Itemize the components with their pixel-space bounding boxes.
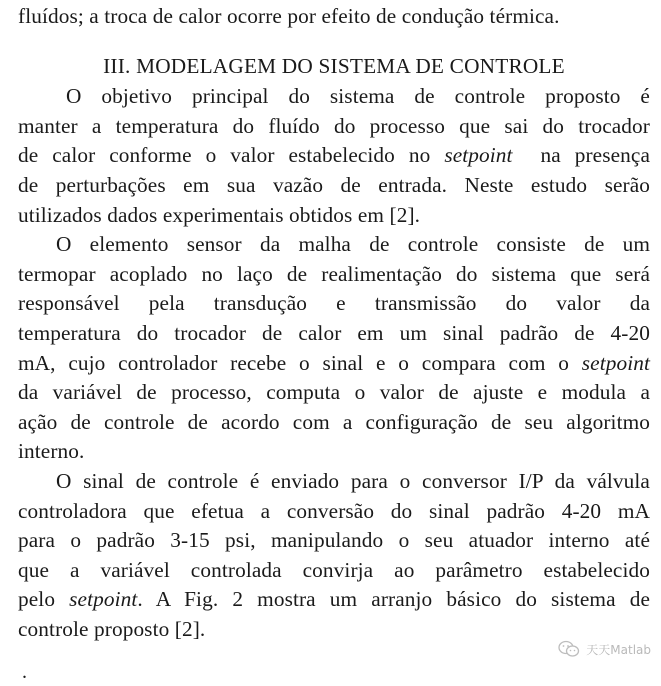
paragraph-line: O objetivo principal do sistema de controle proposto é [66,84,650,109]
paragraph-line: ação de controle de acordo com a configuração de seu algoritmo [18,409,650,434]
watermark-label: 天天Matlab [586,642,651,657]
paragraph-line: utilizados dados experimentais obtidos em [2]. [18,202,421,227]
paragraph-objective [18,82,650,230]
paragraph-line: interno. [18,439,85,464]
paragraph-line [18,349,650,379]
setpoint-term: setpoint [581,350,650,375]
paragraph-line [18,585,650,615]
stray-mark: . [22,661,27,683]
paragraph-line: O sinal de controle é enviado para o conversor I/P da válvula [56,468,650,493]
paragraph-line [18,141,650,171]
text-span: mA, cujo controlador recebe o sinal e o compara com o [18,350,582,375]
paragraph-line: controle proposto [2]. [18,616,206,641]
paragraph-line: de perturbações em sua vazão de entrada. Neste estudo serão [18,172,650,197]
paragraph-line: para o padrão 3-15 psi, manipulando o seu atuador interno até [18,528,650,553]
text-span: pelo [18,587,70,612]
setpoint-term: setpoint [444,143,513,168]
text-span: na presença [512,143,650,168]
setpoint-term: setpoint [69,587,138,612]
paragraph-line: O elemento sensor da malha de controle consiste de um [56,232,650,257]
paragraph-line: temperatura do trocador de calor em um sinal padrão de 4-20 [18,320,650,345]
paragraph-sensor [18,230,650,467]
paragraph-line: termopar acoplado no laço de realimentação do sistema que será [18,261,650,286]
watermark [558,640,651,658]
paragraph-line: controladora que efetua a conversão do sinal padrão 4-20 mA [18,498,650,523]
wechat-icon [558,640,580,658]
paragraph-line: que a variável controlada convirja ao parâmetro estabelecido [18,557,650,582]
section-heading: III. MODELAGEM DO SISTEMA DE CONTROLE [103,53,565,78]
paragraph-line: responsável pela transdução e transmissão do valor da [18,291,650,316]
paragraph-control-signal [18,467,650,645]
text-span: . A Fig. 2 mostra um arranjo básico do sistema de [137,587,650,612]
document-page [18,0,650,644]
text-span: de calor conforme o valor estabelecido no [18,143,445,168]
top-line: fluídos; a troca de calor ocorre por efeito de condução térmica. [18,4,560,28]
paragraph-line: da variável de processo, computa o valor de ajuste e modula a [18,380,650,405]
paragraph-line: manter a temperatura do fluído do processo que sai do trocador [18,113,650,138]
